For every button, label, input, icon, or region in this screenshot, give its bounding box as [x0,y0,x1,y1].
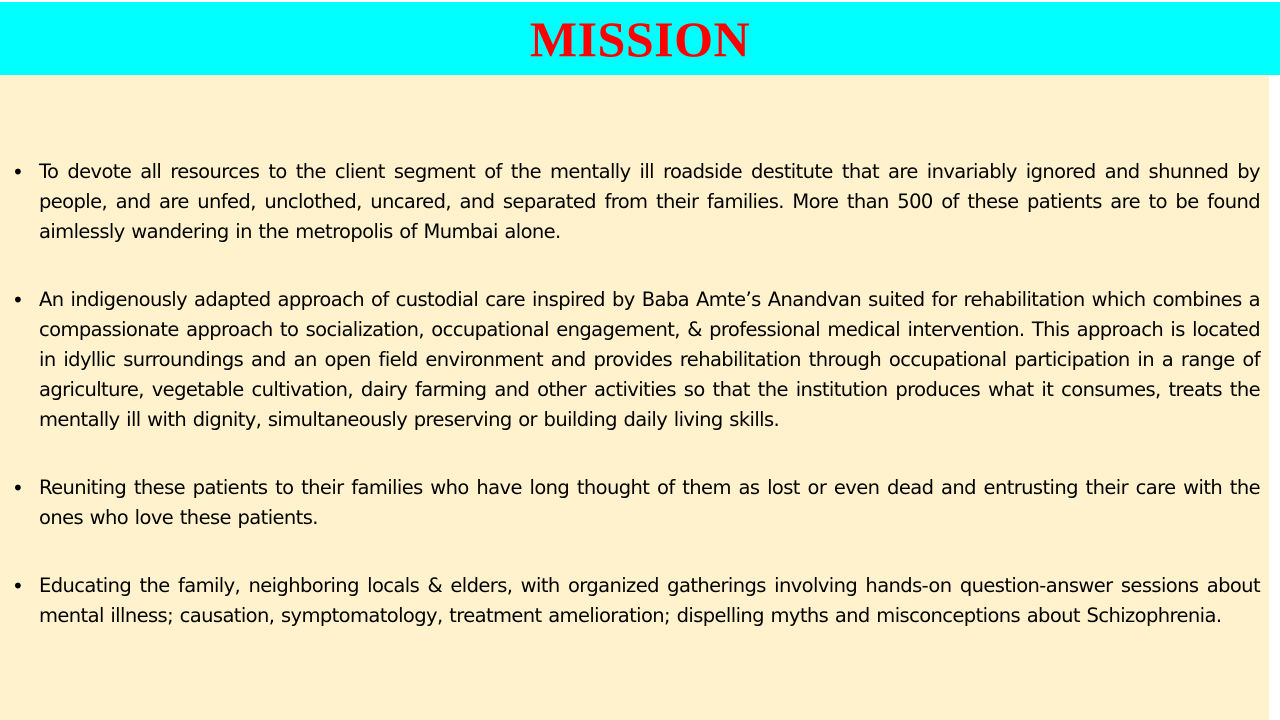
bullet-icon: • [12,476,24,500]
mission-bullet-list [0,157,1269,669]
bullet-text: Educating the family, neighboring locals & elders, with organized gatherings involving hands-on question-answer sessions about mental illness; causation, symptomatology, treatment amelioration; dispelling myths and misconceptions about Schizophrenia. [39,574,1260,627]
bullet-text: To devote all resources to the client segment of the mentally ill roadside destitute that are invariably ignored and shunned by people, and are unfed, unclothed, uncared, and separated from their families. More than 500 of these patients are to be found aimlessly wandering in the metropolis of Mumbai alone. [39,160,1260,243]
bullet-text: Reuniting these patients to their families who have long thought of them as lost or even dead and entrusting their care with the ones who love these patients. [39,476,1260,529]
bullet-icon: • [12,288,24,312]
list-item [0,157,1269,247]
list-item [0,571,1269,631]
list-item [0,285,1269,435]
bullet-text: An indigenously adapted approach of custodial care inspired by Baba Amte’s Anandvan suited for rehabilitation which combines a compassionate approach to socialization, occupational engagement, & professional medical intervention. This approach is located in idyllic surroundings and an open field environment and provides rehabilitation through occupational participation in a range of agriculture, vegetable cultivation, dairy farming and other activities so that the institution produces what it consumes, treats the mentally ill with dignity, simultaneously preserving or building daily living skills. [39,288,1260,431]
title-bar [0,2,1280,75]
list-item [0,473,1269,533]
slide-title: MISSION [529,10,751,67]
bullet-icon: • [12,574,24,598]
bullet-icon: • [12,160,24,184]
content-area [0,75,1269,720]
